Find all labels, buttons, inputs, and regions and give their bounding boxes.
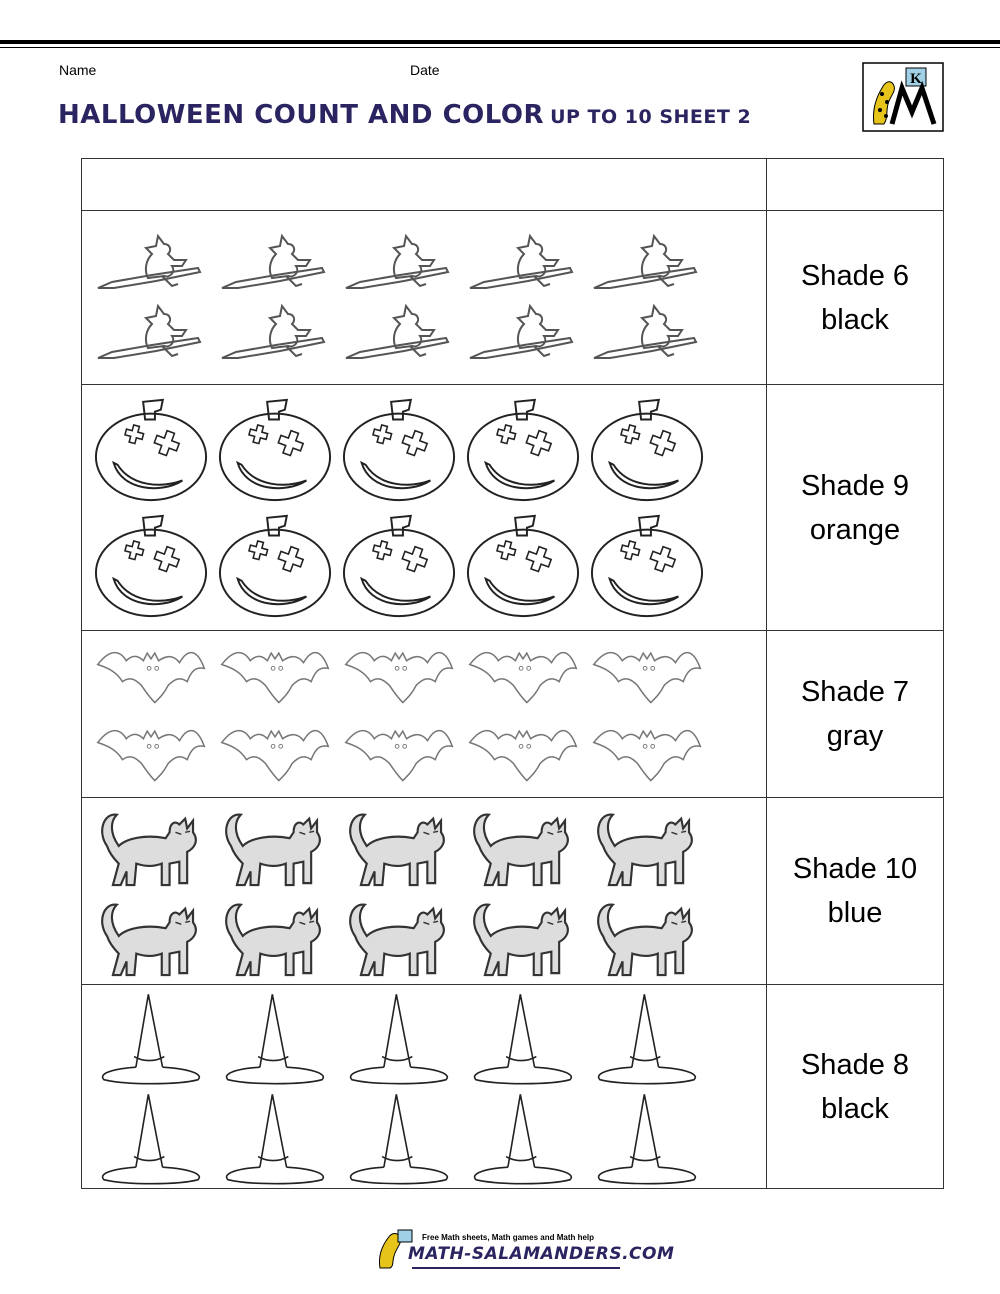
instruction-line-2: black xyxy=(821,303,889,336)
top-rule xyxy=(0,40,1000,44)
witch-grid xyxy=(82,230,766,366)
witch-hat-icon[interactable] xyxy=(588,1089,706,1185)
cat-icon[interactable] xyxy=(340,893,458,979)
pumpkin-icon[interactable] xyxy=(340,510,458,622)
cat-icon[interactable] xyxy=(464,893,582,979)
bat-icon[interactable] xyxy=(92,638,210,712)
cat-grid xyxy=(82,803,766,979)
instruction-line-1: Shade 9 xyxy=(800,469,910,502)
pumpkin-icon[interactable] xyxy=(464,510,582,622)
witch-hat-icon[interactable] xyxy=(588,989,706,1085)
pumpkin-icon[interactable] xyxy=(340,394,458,506)
instruction-cell xyxy=(767,798,944,985)
pumpkin-icon[interactable] xyxy=(216,510,334,622)
witch-icon[interactable] xyxy=(92,230,210,296)
table-row-cats xyxy=(82,798,944,985)
bat-grid xyxy=(82,638,766,790)
witch-icon[interactable] xyxy=(464,230,582,296)
cat-icon[interactable] xyxy=(340,803,458,889)
instruction-line-2: blue xyxy=(827,897,883,929)
header-cell-pictures xyxy=(82,159,767,211)
table-row-witches xyxy=(82,211,944,385)
footer-tagline: Free Math sheets, Math games and Math help xyxy=(422,1233,595,1242)
cat-icon[interactable] xyxy=(216,893,334,979)
picture-cell xyxy=(82,385,767,631)
bat-icon[interactable] xyxy=(464,716,582,790)
pumpkin-icon[interactable] xyxy=(92,394,210,506)
picture-cell xyxy=(82,211,767,385)
cat-icon[interactable] xyxy=(464,803,582,889)
cat-icon[interactable] xyxy=(588,803,706,889)
witch-icon[interactable] xyxy=(340,300,458,366)
cat-icon[interactable] xyxy=(588,893,706,979)
bat-icon[interactable] xyxy=(216,638,334,712)
pumpkin-icon[interactable] xyxy=(588,394,706,506)
cat-icon[interactable] xyxy=(92,803,210,889)
instruction-cell xyxy=(767,985,944,1189)
bat-icon[interactable] xyxy=(216,716,334,790)
instruction-line-1: Shade 6 xyxy=(800,259,910,292)
witch-icon[interactable] xyxy=(588,230,706,296)
picture-cell xyxy=(82,985,767,1189)
bat-icon[interactable] xyxy=(92,716,210,790)
logo-letter: K xyxy=(910,71,922,87)
header-cell-instructions xyxy=(767,159,944,211)
cat-icon[interactable] xyxy=(92,893,210,979)
witch-icon[interactable] xyxy=(588,300,706,366)
witch-hat-icon[interactable] xyxy=(340,1089,458,1185)
top-rule-thin xyxy=(0,47,1000,48)
witch-hat-icon[interactable] xyxy=(216,989,334,1085)
instruction-line-2: black xyxy=(821,1092,889,1125)
witch-icon[interactable] xyxy=(216,230,334,296)
witch-icon[interactable] xyxy=(464,300,582,366)
table-row-pumpkins xyxy=(82,385,944,631)
instruction-line-2: orange xyxy=(809,513,901,546)
pumpkin-icon[interactable] xyxy=(92,510,210,622)
witch-icon[interactable] xyxy=(216,300,334,366)
date-label: Date xyxy=(410,62,440,78)
bat-icon[interactable] xyxy=(340,716,458,790)
instruction-line-2: gray xyxy=(826,720,884,752)
title-main: HALLOWEEN COUNT AND COLOR xyxy=(58,100,545,130)
witch-hat-icon[interactable] xyxy=(464,989,582,1085)
witch-hat-icon[interactable] xyxy=(216,1089,334,1185)
instruction-cell xyxy=(767,631,944,798)
instruction-line-1: Shade 10 xyxy=(792,853,918,885)
witch-icon[interactable] xyxy=(92,300,210,366)
witch-icon[interactable] xyxy=(340,230,458,296)
hat-grid xyxy=(82,989,766,1185)
pumpkin-icon[interactable] xyxy=(588,510,706,622)
instruction-cell xyxy=(767,211,944,385)
salamander-logo-icon xyxy=(862,62,944,132)
table-row-hats xyxy=(82,985,944,1189)
picture-cell xyxy=(82,798,767,985)
title-sub: UP TO 10 SHEET 2 xyxy=(550,106,752,128)
bat-icon[interactable] xyxy=(588,638,706,712)
cat-icon[interactable] xyxy=(216,803,334,889)
pumpkin-icon[interactable] xyxy=(216,394,334,506)
witch-hat-icon[interactable] xyxy=(92,1089,210,1185)
worksheet-table xyxy=(81,158,944,1189)
instruction-line-1: Shade 7 xyxy=(800,676,910,708)
page-title xyxy=(58,100,751,130)
witch-hat-icon[interactable] xyxy=(92,989,210,1085)
instruction-line-1: Shade 8 xyxy=(800,1048,910,1081)
bat-icon[interactable] xyxy=(588,716,706,790)
table-row-bats xyxy=(82,631,944,798)
table-header-row xyxy=(82,159,944,211)
bat-icon[interactable] xyxy=(464,638,582,712)
name-label: Name xyxy=(59,62,97,78)
pumpkin-icon[interactable] xyxy=(464,394,582,506)
footer-brand[interactable]: MATH-SALAMANDERS.COM xyxy=(408,1244,675,1264)
instruction-cell xyxy=(767,385,944,631)
picture-cell xyxy=(82,631,767,798)
pumpkin-grid xyxy=(82,394,766,622)
witch-hat-icon[interactable] xyxy=(340,989,458,1085)
witch-hat-icon[interactable] xyxy=(464,1089,582,1185)
bat-icon[interactable] xyxy=(340,638,458,712)
